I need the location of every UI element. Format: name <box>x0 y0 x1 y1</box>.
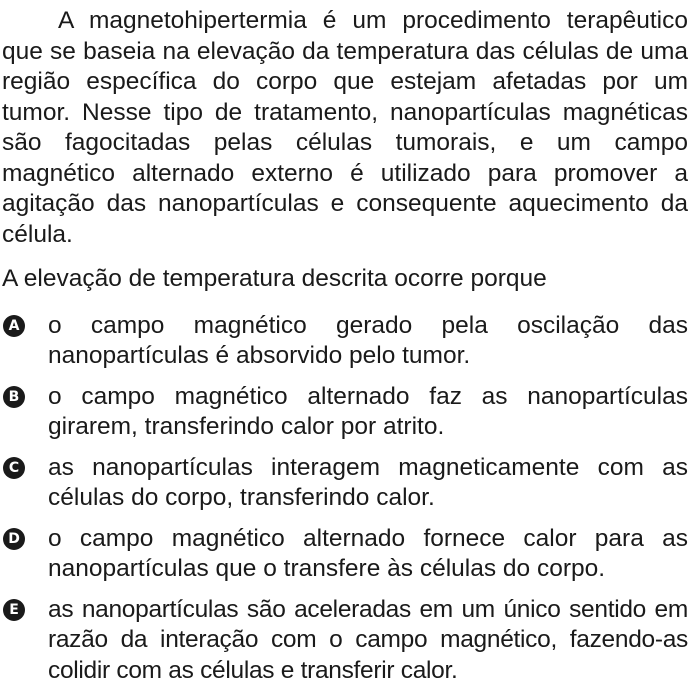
option-d-letter-badge: D <box>3 528 25 550</box>
option-b[interactable] <box>2 382 688 443</box>
option-e-letter-badge: E <box>3 599 25 621</box>
option-e-text: as nanopartículas são aceleradas em um único sentido em razão da interação com o campo magnético, fazendo-as colidir com as células e transferir calor. <box>48 595 688 684</box>
option-b-letter-badge: B <box>3 386 25 408</box>
option-c-letter-badge: C <box>3 457 25 479</box>
option-a[interactable] <box>2 311 688 372</box>
question-prompt: A elevação de temperatura descrita ocorre porque <box>2 265 547 292</box>
context-paragraph: A magnetohipertermia é um procedimento terapêutico que se baseia na elevação da temperatura das células de uma região específica do corpo que estejam afetadas por um tumor. Nesse tipo de tratamento, nanopartículas magnéticas são fagocitadas pelas células tumorais, e um campo magnético alternado externo é utilizado para promover a agitação das nanopartículas e consequente aquecimento da célula. <box>2 7 688 248</box>
option-a-letter-badge: A <box>3 315 25 337</box>
option-c[interactable] <box>2 453 688 514</box>
option-b-text: o campo magnético alternado faz as nanopartículas girarem, transferindo calor por atrito. <box>48 382 688 440</box>
option-d[interactable] <box>2 524 688 585</box>
option-d-text: o campo magnético alternado fornece calor para as nanopartículas que o transfere às células do corpo. <box>48 524 688 582</box>
option-c-text: as nanopartículas interagem magneticamente com as células do corpo, transferindo calor. <box>48 453 688 511</box>
option-a-text: o campo magnético gerado pela oscilação das nanopartículas é absorvido pelo tumor. <box>48 311 688 369</box>
answer-options <box>2 311 688 687</box>
option-e[interactable] <box>2 595 688 687</box>
